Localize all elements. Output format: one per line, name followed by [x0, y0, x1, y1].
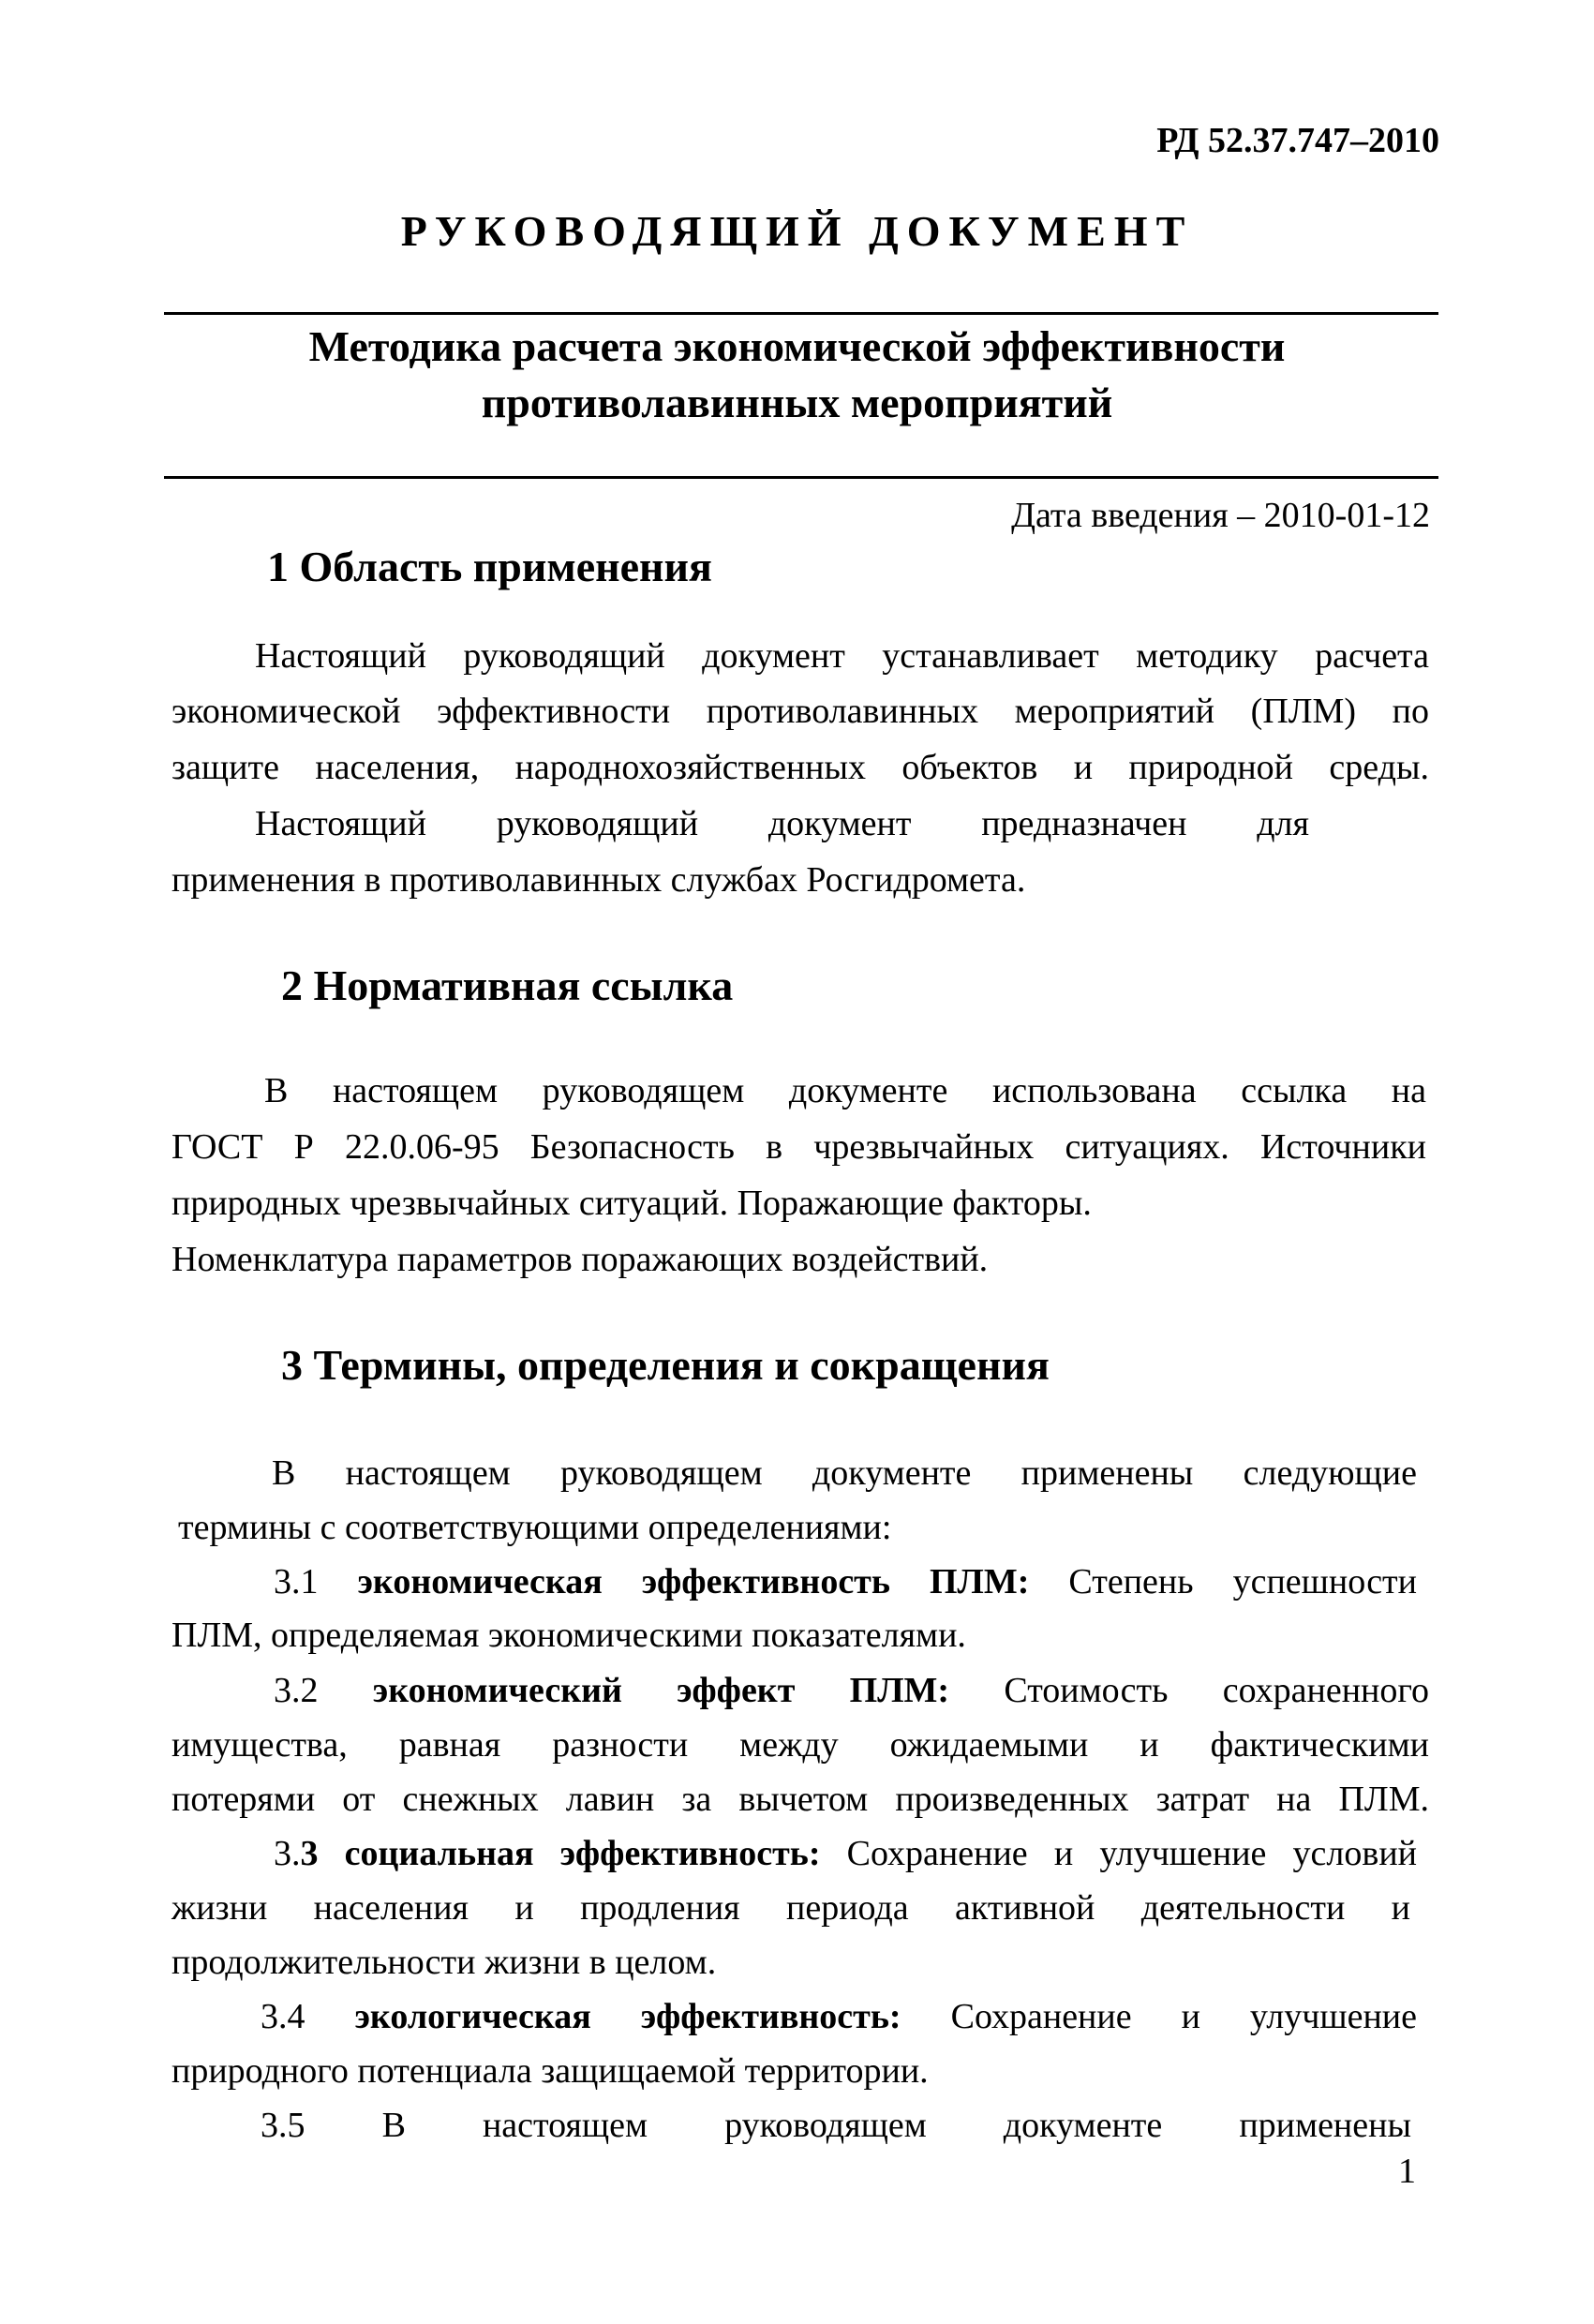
term-name: 3 социальная эффективность:: [300, 1834, 821, 1873]
term-definition-start: Сохранение и улучшение: [950, 1997, 1417, 2036]
term-name: экономическая эффективность ПЛМ:: [357, 1562, 1030, 1601]
term-3-3-first-line: [274, 1833, 1417, 1874]
section-2-line: ГОСТ Р 22.0.06-95 Безопасность в чрезвычайных ситуациях. Источники: [171, 1127, 1426, 1167]
section-1-heading: 1 Область применения: [267, 543, 712, 590]
document-number: РД 52.37.747–2010: [1156, 121, 1439, 160]
term-3-2-line: имущества, равная разности между ожидаемыми и фактическими: [171, 1725, 1429, 1765]
term-3-4-line: природного потенциала защищаемой территории.: [171, 2051, 929, 2091]
term-3-3-line: продолжительности жизни в целом.: [171, 1943, 717, 1982]
section-3-intro-line: В настоящем руководящем документе применены следующие: [272, 1453, 1417, 1493]
section-2-line: Номенклатура параметров поражающих воздействий.: [171, 1240, 989, 1279]
term-number: 3.4: [261, 1997, 305, 2036]
section-2-line: природных чрезвычайных ситуаций. Поражающие факторы.: [171, 1184, 1092, 1223]
term-name: экономический эффект ПЛМ:: [372, 1671, 950, 1710]
term-3-1-line: ПЛМ, определяемая экономическими показателями.: [171, 1616, 966, 1655]
term-3-3-line: жизни населения и продления периода активной деятельности и: [171, 1888, 1410, 1928]
term-name: экологическая эффективность:: [354, 1997, 901, 2036]
term-number: 3.1: [274, 1562, 319, 1601]
term-3-5-line: 3.5 В настоящем руководящем документе применены: [261, 2106, 1411, 2145]
term-definition-start: Степень успешности: [1068, 1562, 1417, 1601]
section-3-heading: 3 Термины, определения и сокращения: [281, 1341, 1050, 1389]
section-3-intro-line: термины с соответствующими определениями:: [178, 1508, 892, 1547]
term-3-4-first-line: [261, 1996, 1417, 2037]
divider-top: [164, 312, 1438, 315]
section-1-line: защите населения, народнохозяйственных объектов и природной среды.: [171, 748, 1429, 787]
term-3-2-first-line: [274, 1670, 1429, 1711]
section-1-line: применения в противолавинных службах Росгидромета.: [171, 860, 1026, 900]
introduction-date: Дата введения – 2010-01-12: [1011, 496, 1430, 535]
term-3-1-first-line: [274, 1561, 1417, 1602]
section-2-line: В настоящем руководящем документе использована ссылка на: [264, 1071, 1426, 1110]
document-type-heading: РУКОВОДЯЩИЙ ДОКУМЕНТ: [400, 207, 1194, 255]
section-1-line: экономической эффективности противолавинных мероприятий (ПЛМ) по: [171, 692, 1429, 731]
document-title-line-2: противолавинных мероприятий: [481, 379, 1113, 426]
page-number: 1: [1398, 2152, 1416, 2191]
divider-bottom: [164, 476, 1438, 479]
term-definition-start: Стоимость сохраненного: [1004, 1671, 1430, 1710]
section-1-line: Настоящий руководящий документ устанавливает методику расчета: [255, 636, 1429, 676]
term-number: 3.2: [274, 1671, 319, 1710]
section-2-heading: 2 Нормативная ссылка: [281, 961, 734, 1009]
term-number: 3.: [274, 1834, 301, 1873]
section-1-line: Настоящий руководящий документ предназначен для: [255, 804, 1309, 843]
term-3-2-line: потерями от снежных лавин за вычетом произведенных затрат на ПЛМ.: [171, 1780, 1429, 1819]
document-title: [0, 319, 1594, 431]
term-definition-start: Сохранение и улучшение условий: [846, 1834, 1417, 1873]
document-title-line-1: Методика расчета экономической эффективности: [308, 322, 1286, 370]
